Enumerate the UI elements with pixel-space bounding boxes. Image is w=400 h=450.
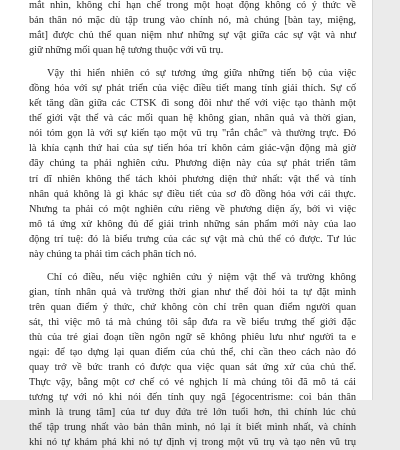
text-line: nói tóm gọn là với sự kiến tạo một vũ trụ "rắn chắc" và thường trực. Đó (29, 128, 356, 140)
text-line: Vậy thì hiển nhiên có sự tương ứng giữa những tiến bộ của việc (47, 68, 356, 80)
text-line: mô tả ứng xử không đủ để giải trình những sản phẩm mới này của lao (29, 218, 356, 230)
text-line: động trí tuệ: đó là biểu trưng của các sự vật mà chủ thể có được. Tư lúc (29, 233, 356, 245)
text-line: Nhưng ta phải có một nghiên cứu riêng về phương diện ấy, bởi vì việc (29, 203, 356, 215)
text-line: tương tự với nó khi nói đến tính quy ngã [égocentrisme: coi bản thân (29, 392, 356, 404)
text-line: khi nó tự khám phá khi nó tự định vị trong một vũ trụ và tạo nên vũ trụ (29, 437, 356, 449)
text-line: giữ những mối quan hệ tương thuộc với vũ trụ. (29, 45, 224, 57)
text-line: thù của trẻ giai đoạn tiền ngôn ngữ sẽ không phiêu lưu như người ta e (29, 331, 356, 343)
text-line: kết tăng dần giữa các CTSK đi song đôi như thế với việc tạo thành một (29, 98, 356, 110)
text-line: thể tập trung nhất vào bản thân mình, nó lại ít biết mình nhất, và chính (29, 422, 356, 434)
text-line: trên quan điểm ý thức, chứ không còn chỉ trên quan điểm người quan (29, 301, 356, 313)
text-line: mình là trung tâm] của tư duy đứa trẻ lớn tuổi hơn, thì chính lúc chủ (29, 407, 356, 419)
text-line: là khía cạnh thứ hai của sự tiến hóa trí khôn cảm giác-vận động mà giờ (29, 143, 356, 155)
text-line: ngại: để tạo dựng lại quan điểm của chủ thể, chỉ cần theo cách nào đó (29, 347, 356, 359)
text-line: này chúng ta phải tìm cách phân tích nó. (29, 248, 197, 260)
text-line: đây chúng ta phải nghiên cứu. Phương diện này của sự phát triển tâm (29, 158, 356, 170)
page-body-text (29, 0, 356, 450)
text-line: nhân quả không là gì khác sự điều tiết của sơ đồ đồng hóa với cái thực. (29, 188, 356, 200)
paragraph-gap (29, 262, 356, 270)
text-line: thế giới vật thể và các mối quan hệ không gian, nhân quả và thời gian, (29, 113, 356, 125)
text-line: mắt] được chủ thể quan niệm như những sự vật giữa các sự vật và như (29, 30, 356, 42)
text-line: đồng hóa với sự phát triển của việc điều tiết mang tính giải thích. Sự cố (29, 83, 356, 95)
text-line: Chỉ có điều, nếu việc nghiên cứu ý niệm vật thể và trường không (47, 271, 356, 283)
text-line: mắt nhìn, không chỉ hạn chế trong một hoạt động không có ý thức về (29, 0, 356, 11)
text-line: sát, thì việc mô tả mà chúng tôi sắp đưa ra về biểu trưng thế giới đặc (29, 316, 356, 328)
text-line: gian, tính nhân quả và trường thời gian như thế đòi hỏi ta tự đặt mình (29, 286, 356, 298)
text-line: Thực vậy, bằng một cơ chế có vẻ nghịch lí mà chúng tôi đã mô tả cái (29, 377, 356, 389)
text-line: bản thân nó mặc dù tập trung vào chính nó, mà chúng [bàn tay, miệng, (29, 15, 356, 27)
text-line: quay trở về bức tranh có được qua việc quan sát ứng xử của chủ thể. (29, 362, 356, 374)
text-line: trí dĩ nhiên không thể tách khỏi phương diện thứ nhất: vật thể và tính (29, 173, 356, 185)
paragraph-gap (29, 58, 356, 66)
